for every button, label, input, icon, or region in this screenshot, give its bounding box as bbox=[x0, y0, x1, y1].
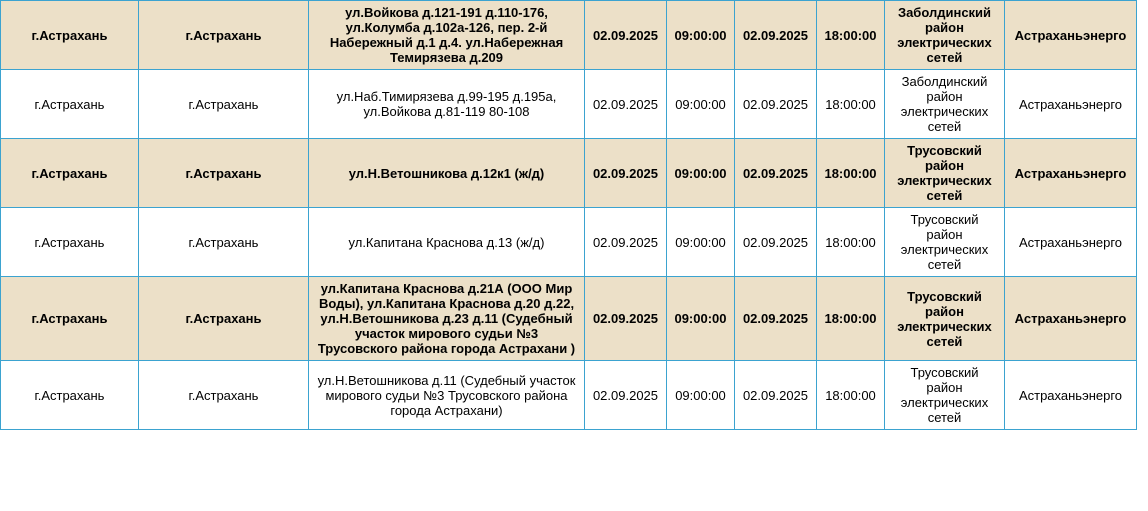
cell-on-time: 18:00:00 bbox=[817, 208, 885, 277]
cell-address: ул.Капитана Краснова д.21А (ООО Мир Воды), ул.Капитана Краснова д.20 д.22, ул.Н.Ветошникова д.23 д.11 (Судебный участок мирового судьи №3 Трусовского района города Астрахани ) bbox=[309, 277, 585, 361]
cell-locality: г.Астрахань bbox=[139, 139, 309, 208]
cell-city: г.Астрахань bbox=[1, 70, 139, 139]
cell-company: Астраханьэнерго bbox=[1005, 139, 1137, 208]
table-row bbox=[1, 361, 1137, 430]
cell-address: ул.Наб.Тимирязева д.99-195 д.195а, ул.Войкова д.81-119 80-108 bbox=[309, 70, 585, 139]
cell-district: Трусовский район электрических сетей bbox=[885, 361, 1005, 430]
cell-on-date: 02.09.2025 bbox=[735, 139, 817, 208]
cell-on-time: 18:00:00 bbox=[817, 277, 885, 361]
table-row bbox=[1, 208, 1137, 277]
cell-city: г.Астрахань bbox=[1, 277, 139, 361]
cell-on-date: 02.09.2025 bbox=[735, 70, 817, 139]
cell-address: ул.Н.Ветошникова д.12к1 (ж/д) bbox=[309, 139, 585, 208]
cell-off-time: 09:00:00 bbox=[667, 1, 735, 70]
cell-company: Астраханьэнерго bbox=[1005, 1, 1137, 70]
cell-off-date: 02.09.2025 bbox=[585, 208, 667, 277]
cell-off-date: 02.09.2025 bbox=[585, 361, 667, 430]
cell-off-time: 09:00:00 bbox=[667, 70, 735, 139]
cell-off-date: 02.09.2025 bbox=[585, 70, 667, 139]
cell-company: Астраханьэнерго bbox=[1005, 208, 1137, 277]
cell-on-date: 02.09.2025 bbox=[735, 208, 817, 277]
cell-off-date: 02.09.2025 bbox=[585, 277, 667, 361]
table-row bbox=[1, 1, 1137, 70]
cell-company: Астраханьэнерго bbox=[1005, 277, 1137, 361]
cell-off-time: 09:00:00 bbox=[667, 139, 735, 208]
cell-locality: г.Астрахань bbox=[139, 361, 309, 430]
cell-district: Заболдинский район электрических сетей bbox=[885, 1, 1005, 70]
cell-city: г.Астрахань bbox=[1, 208, 139, 277]
cell-on-date: 02.09.2025 bbox=[735, 361, 817, 430]
cell-city: г.Астрахань bbox=[1, 139, 139, 208]
cell-district: Трусовский район электрических сетей bbox=[885, 208, 1005, 277]
cell-district: Трусовский район электрических сетей bbox=[885, 277, 1005, 361]
cell-locality: г.Астрахань bbox=[139, 1, 309, 70]
cell-off-date: 02.09.2025 bbox=[585, 1, 667, 70]
cell-off-date: 02.09.2025 bbox=[585, 139, 667, 208]
cell-on-time: 18:00:00 bbox=[817, 361, 885, 430]
cell-city: г.Астрахань bbox=[1, 361, 139, 430]
cell-address: ул.Капитана Краснова д.13 (ж/д) bbox=[309, 208, 585, 277]
cell-locality: г.Астрахань bbox=[139, 208, 309, 277]
cell-company: Астраханьэнерго bbox=[1005, 361, 1137, 430]
table-body bbox=[1, 1, 1137, 430]
cell-city: г.Астрахань bbox=[1, 1, 139, 70]
cell-on-time: 18:00:00 bbox=[817, 70, 885, 139]
table-row bbox=[1, 277, 1137, 361]
cell-on-date: 02.09.2025 bbox=[735, 1, 817, 70]
cell-address: ул.Н.Ветошникова д.11 (Судебный участок мирового судьи №3 Трусовского района города Астрахани) bbox=[309, 361, 585, 430]
cell-locality: г.Астрахань bbox=[139, 277, 309, 361]
cell-on-time: 18:00:00 bbox=[817, 1, 885, 70]
cell-off-time: 09:00:00 bbox=[667, 277, 735, 361]
cell-on-date: 02.09.2025 bbox=[735, 277, 817, 361]
cell-district: Трусовский район электрических сетей bbox=[885, 139, 1005, 208]
table-row bbox=[1, 139, 1137, 208]
cell-district: Заболдинский район электрических сетей bbox=[885, 70, 1005, 139]
cell-off-time: 09:00:00 bbox=[667, 208, 735, 277]
cell-off-time: 09:00:00 bbox=[667, 361, 735, 430]
cell-company: Астраханьэнерго bbox=[1005, 70, 1137, 139]
cell-on-time: 18:00:00 bbox=[817, 139, 885, 208]
cell-locality: г.Астрахань bbox=[139, 70, 309, 139]
table-row bbox=[1, 70, 1137, 139]
cell-address: ул.Войкова д.121-191 д.110-176, ул.Колумба д.102а-126, пер. 2-й Набережный д.1 д.4. ул.Набережная Темирязева д.209 bbox=[309, 1, 585, 70]
